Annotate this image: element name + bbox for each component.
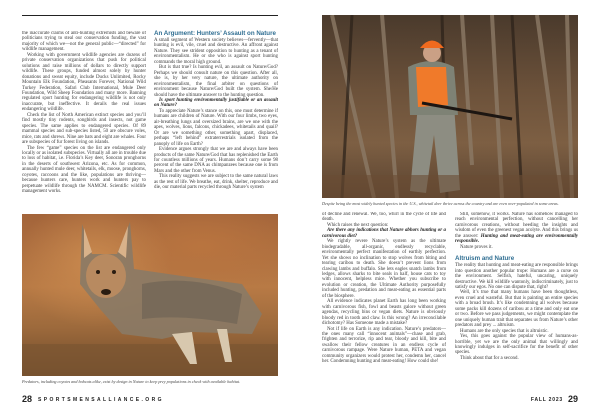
photo-caption: Predators, including coyotes and bobcats alike, exist by design in Nature to keep prey populations in check with available habitat. xyxy=(22,379,241,384)
page-number: 29 xyxy=(567,394,578,404)
section-heading: Altruism and Nature xyxy=(455,255,515,263)
hunter-illustration xyxy=(322,15,578,198)
answer-emphasis: Hunting and meat-eating are environmentally responsible. xyxy=(455,233,578,245)
paragraph: the inaccurate claims of anti-hunting extremists and beware of politicians trying to steal our conservation funding, the vast majority of which we—not the general public—“directed” for wildlife management. xyxy=(22,31,146,53)
paragraph: A small segment of Western society believes—fervently—that hunting is evil, vile, cruel and destructive. An affront against Nature. They see strident opposition to hunting as a tenant of environmentalism. He or she who is against sport hunting commands the moral high ground. xyxy=(154,38,278,65)
coyote-illustration xyxy=(22,214,278,376)
right-column-2 xyxy=(455,212,578,382)
paragraph: Not if life on Earth is any indication. Nature’s predators—the ones many call “innocent animals”—chase and grab, frighten and terrorize, rip and tear, bloody and kill, bite and swallow their fellow creatures in an endless cycle of carnivorous rampage. Were Nature human, PETA and vegan community organizers would protest her, condemn her, cancel her. Condemning hunting and meat-eating! How could she! xyxy=(322,326,446,365)
paragraph-text: Still, somehow, it works. Nature has somehow managed to reach environmental perfection, without cancelling her carnivorous creations, without heeding the insights and wisdom of even the greenest vegan acolyte. And this brings us the answer: xyxy=(455,212,578,239)
subheading: Is sport hunting environmentally justifiable or an assault on Nature? xyxy=(154,97,278,109)
hunter-photo xyxy=(322,15,578,198)
page-footer xyxy=(22,389,164,407)
paragraph: The few “game” species on the list are endangered only locally or as isolated subspecies. Virtually all are in trouble due to loss of habitat, i.e. Florida’s Key deer, Sonoran pronghorns in the deserts of southwest Arizona, etc. As for common, annually hunted mule deer, whitetails, elk, moose, pronghorns, coyotes, raccoons and the like, populations are thriving—because hunters care, hunters work and hunters pay to perpetuate wildlife through the NAMCM. Scientific wildlife management works. xyxy=(22,145,146,195)
top-rule xyxy=(22,15,278,16)
right-page xyxy=(300,0,600,406)
paragraph: of decline and renewal. We, too, whirl in the cycle of life and death. xyxy=(322,212,446,223)
paragraph: We rightly revere Nature’s system as the ultimate biodegradable, all-organic, endlessly recyclable, environmentally perfect manifestation of earthly perfection. Yet she shows no inclination to stop wolves from biting and tearing caribou to death. She doesn’t prevent lions from clawing lambs and buffalo. She lets eagles snatch lambs from ledges, allows sharks to bite seals in half, house cats to toy with innocent, helpless mice. Whether you subscribe to evolution or creation, the Ultimate Authority purposefully included hunting, predation and meat-eating as essential parts of the biosphere. xyxy=(322,239,446,299)
paragraph: Think about that for a second. xyxy=(460,355,519,361)
paragraph: The reality that hunting and meat-eating are responsible brings into question another popular trope: Humans are a curse on the environment. Selfish, hateful, uncaring, uniquely destructive. We kill wildlife wantonly, indiscriminately, just to satisfy our egos. No one can dispute that, right? xyxy=(455,263,578,290)
paragraph: Well, it’s true that many humans have been thoughtless, even cruel and wasteful. But that is painting an entire species with a broad brush. It’s like condemning all wolves because some packs kill dozens of caribou at a time and only eat one or two. Before we pass judgements, we might contemplate the one uniquely human trait that separates us from Nature’s other predators and prey ... altruism. xyxy=(455,290,578,329)
paragraph: Nature proves it. xyxy=(460,244,493,250)
page-number: 28 xyxy=(22,394,33,404)
paragraph xyxy=(455,212,578,245)
paragraph: Humans are the only species that is altruistic. xyxy=(460,328,549,334)
issue-label: FALL 2023 xyxy=(530,397,563,403)
paragraph: Which raises the next question: xyxy=(327,222,389,228)
page-footer xyxy=(531,389,578,407)
paragraph: Working with government wildlife agencies are dozens of private conservation organizations that push for political solutions and raise millions of dollars to directly support wildlife. These groups, funded almost solely by hunter donations and sweat equity, include Ducks Unlimited, Rocky Mountain Elk Foundation, Pheasants Forever, National Wild Turkey Federation, Safari Club International, Mule Deer Foundation, Wild Sheep Foundation and many more. Banning regulated sport hunting for endangering wildlife is not only inaccurate, but ineffective. It derails the real issues endangering wildlife. xyxy=(22,52,146,113)
photo-caption: Despite being the most widely hunted species in the U.S., whitetail deer thrive across the country and are even over-populated in some areas. xyxy=(322,201,559,206)
paragraph: Evidence argues strongly that we are and always have been products of the same Nature/God that has replenished the Earth for countless millions of years. Humans don’t carry some 98 percent of the same DNA as chimpanzees because one is from Mars and the other from Venus. xyxy=(154,147,278,174)
left-column-1 xyxy=(22,31,146,203)
section-heading: An Argument: Hunters’ Assault on Nature xyxy=(154,30,276,37)
subheading: Are there any indications that Nature abhors hunting or a carnivorous diet? xyxy=(322,228,446,239)
coyote-photo xyxy=(22,214,278,376)
paragraph: But is that true? Is hunting evil, an assault on Nature/God? Perhaps we should consult nature on this question. After all, she is, by her very nature, the ultimate authority on environmentalism, the final arbiter on questions of environment because Nature/God built the system. She/He should have the ultimate answer to the hunting question. xyxy=(154,65,278,98)
paragraph: To appreciate Nature’s stance on this, one must determine if humans are children of Nature. With our four limbs, two eyes, air-breathing lungs and oversized brains, are we one with the apes, wolves, lions, falcons, chickadees, whitetails and quail? Or are we something other, something apart, displaced, perhaps “left behind” extraterrestrials isolated from the panoply of life on Earth? xyxy=(154,108,278,147)
paragraph: All evidence indicates planet Earth has long been working with carnivorous fish, fowl and beasts galore without green agendas, recycling bins or vegan diets. Nature is obviously bloody red in tooth and claw. Is this wrong? An irreconcilable dichotomy? Has Someone made a mistake? xyxy=(322,299,446,327)
left-column-2 xyxy=(154,30,278,204)
right-column-1 xyxy=(322,212,446,382)
paragraph: Yes, this goes against the popular view of humans-as-horrible, yet we are the only animal that willingly and knowingly indulges in self-sacrifice for the benefit of other species. xyxy=(455,334,578,356)
website-link[interactable]: SPORTSMENSALLIANCE.ORG xyxy=(38,397,164,403)
paragraph: This reality suggests we are subject to the same natural laws as the rest of life. We breathe, eat, drink, shelter, reproduce and die, our material parts recycled through Nature’s system xyxy=(154,174,278,191)
paragraph: Check the list of North American extinct species and you’ll find mostly tiny rodents, songbirds and insects, not game species. The same applies to endangered species. Of 89 mammal species and sub-species listed, 50 are obscure voles, mice, rats and shrews. Nine are bats and eight are whales. Four are subspecies of fur forest living on islands. xyxy=(22,112,146,146)
left-page xyxy=(0,0,300,406)
